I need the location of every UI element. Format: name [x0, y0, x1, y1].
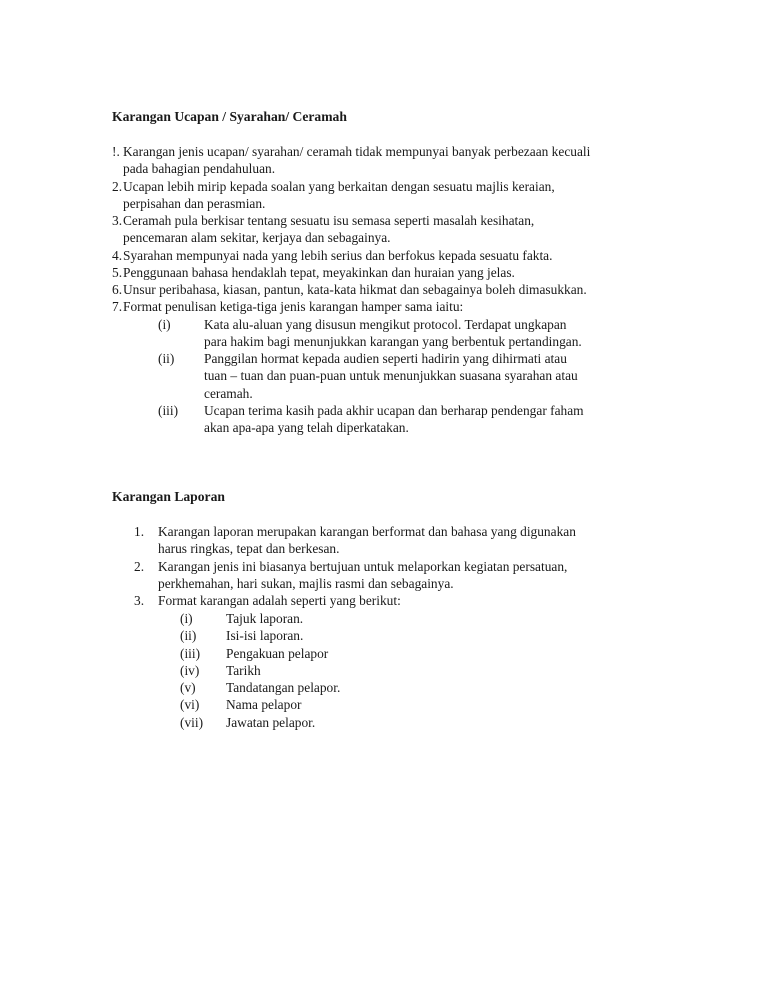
item-text: Unsur peribahasa, kiasan, pantun, kata-kata hikmat dan sebagainya boleh dimasukkan.	[123, 282, 587, 297]
item-text: Karangan jenis ini biasanya bertujuan untuk melaporkan kegiatan persatuan,	[158, 559, 568, 574]
section-title-ucapan: Karangan Ucapan / Syarahan/ Ceramah	[112, 109, 347, 124]
item-number: 3.	[134, 593, 145, 608]
subitem-number: (iii)	[158, 403, 179, 418]
subitem-text: Nama pelapor	[226, 697, 302, 712]
item-number: 2.	[134, 559, 145, 574]
item-text: Ceramah pula berkisar tentang sesuatu isu semasa seperti masalah kesihatan,	[123, 213, 535, 228]
section-title-laporan: Karangan Laporan	[112, 489, 225, 504]
item-text: harus ringkas, tepat dan berkesan.	[158, 541, 340, 556]
subitem-number: (v)	[180, 680, 196, 695]
subitem-text: Panggilan hormat kepada audien seperti hadirin yang dihirmati atau	[204, 351, 567, 366]
item-number: 6.	[112, 282, 123, 297]
subitem-text: Jawatan pelapor.	[226, 715, 316, 730]
subitem-number: (iii)	[180, 646, 201, 661]
item-text: pencemaran alam sekitar, kerjaya dan sebagainya.	[123, 230, 391, 245]
subitem-text: Tandatangan pelapor.	[226, 680, 341, 695]
item-number: 1.	[134, 524, 145, 539]
subitem-number: (i)	[180, 611, 193, 626]
subitem-text: Isi-isi laporan.	[226, 628, 304, 643]
subitem-text: Kata alu-aluan yang disusun mengikut protocol. Terdapat ungkapan	[204, 317, 567, 332]
item-text: Karangan jenis ucapan/ syarahan/ ceramah tidak mempunyai banyak perbezaan kecuali	[123, 144, 591, 159]
item-text: Format karangan adalah seperti yang berikut:	[158, 593, 401, 608]
subitem-number: (vii)	[180, 715, 204, 730]
subitem-number: (vi)	[180, 697, 200, 712]
item-number: 5.	[112, 265, 123, 280]
item-text: perkhemahan, hari sukan, majlis rasmi dan sebagainya.	[158, 576, 454, 591]
subitem-text: tuan – tuan dan puan-puan untuk menunjukkan suasana syarahan atau	[204, 368, 578, 383]
item-text: Ucapan lebih mirip kepada soalan yang berkaitan dengan sesuatu majlis keraian,	[123, 179, 555, 194]
item-number: 3.	[112, 213, 123, 228]
item-number: !.	[112, 144, 120, 159]
item-number: 4.	[112, 248, 123, 263]
subitem-text: Pengakuan pelapor	[226, 646, 329, 661]
item-text: pada bahagian pendahuluan.	[123, 161, 276, 176]
subitem-text: para hakim bagi menunjukkan karangan yang berbentuk pertandingan.	[204, 334, 582, 349]
item-text: Penggunaan bahasa hendaklah tepat, meyakinkan dan huraian yang jelas.	[123, 265, 515, 280]
subitem-text: akan apa-apa yang telah diperkatakan.	[204, 420, 409, 435]
item-text: Format penulisan ketiga-tiga jenis karangan hamper sama iaitu:	[123, 299, 464, 314]
subitem-number: (ii)	[180, 628, 197, 643]
item-number: 2.	[112, 179, 123, 194]
item-text: perpisahan dan perasmian.	[123, 196, 266, 211]
item-text: Syarahan mempunyai nada yang lebih serius dan berfokus kepada sesuatu fakta.	[123, 248, 553, 263]
subitem-text: Ucapan terima kasih pada akhir ucapan dan berharap pendengar faham	[204, 403, 584, 418]
subitem-number: (iv)	[180, 663, 200, 678]
subitem-text: Tarikh	[226, 663, 261, 678]
subitem-number: (i)	[158, 317, 171, 332]
subitem-text: ceramah.	[204, 386, 253, 401]
item-text: Karangan laporan merupakan karangan berformat dan bahasa yang digunakan	[158, 524, 576, 539]
subitem-text: Tajuk laporan.	[226, 611, 304, 626]
item-number: 7.	[112, 299, 123, 314]
subitem-number: (ii)	[158, 351, 175, 366]
